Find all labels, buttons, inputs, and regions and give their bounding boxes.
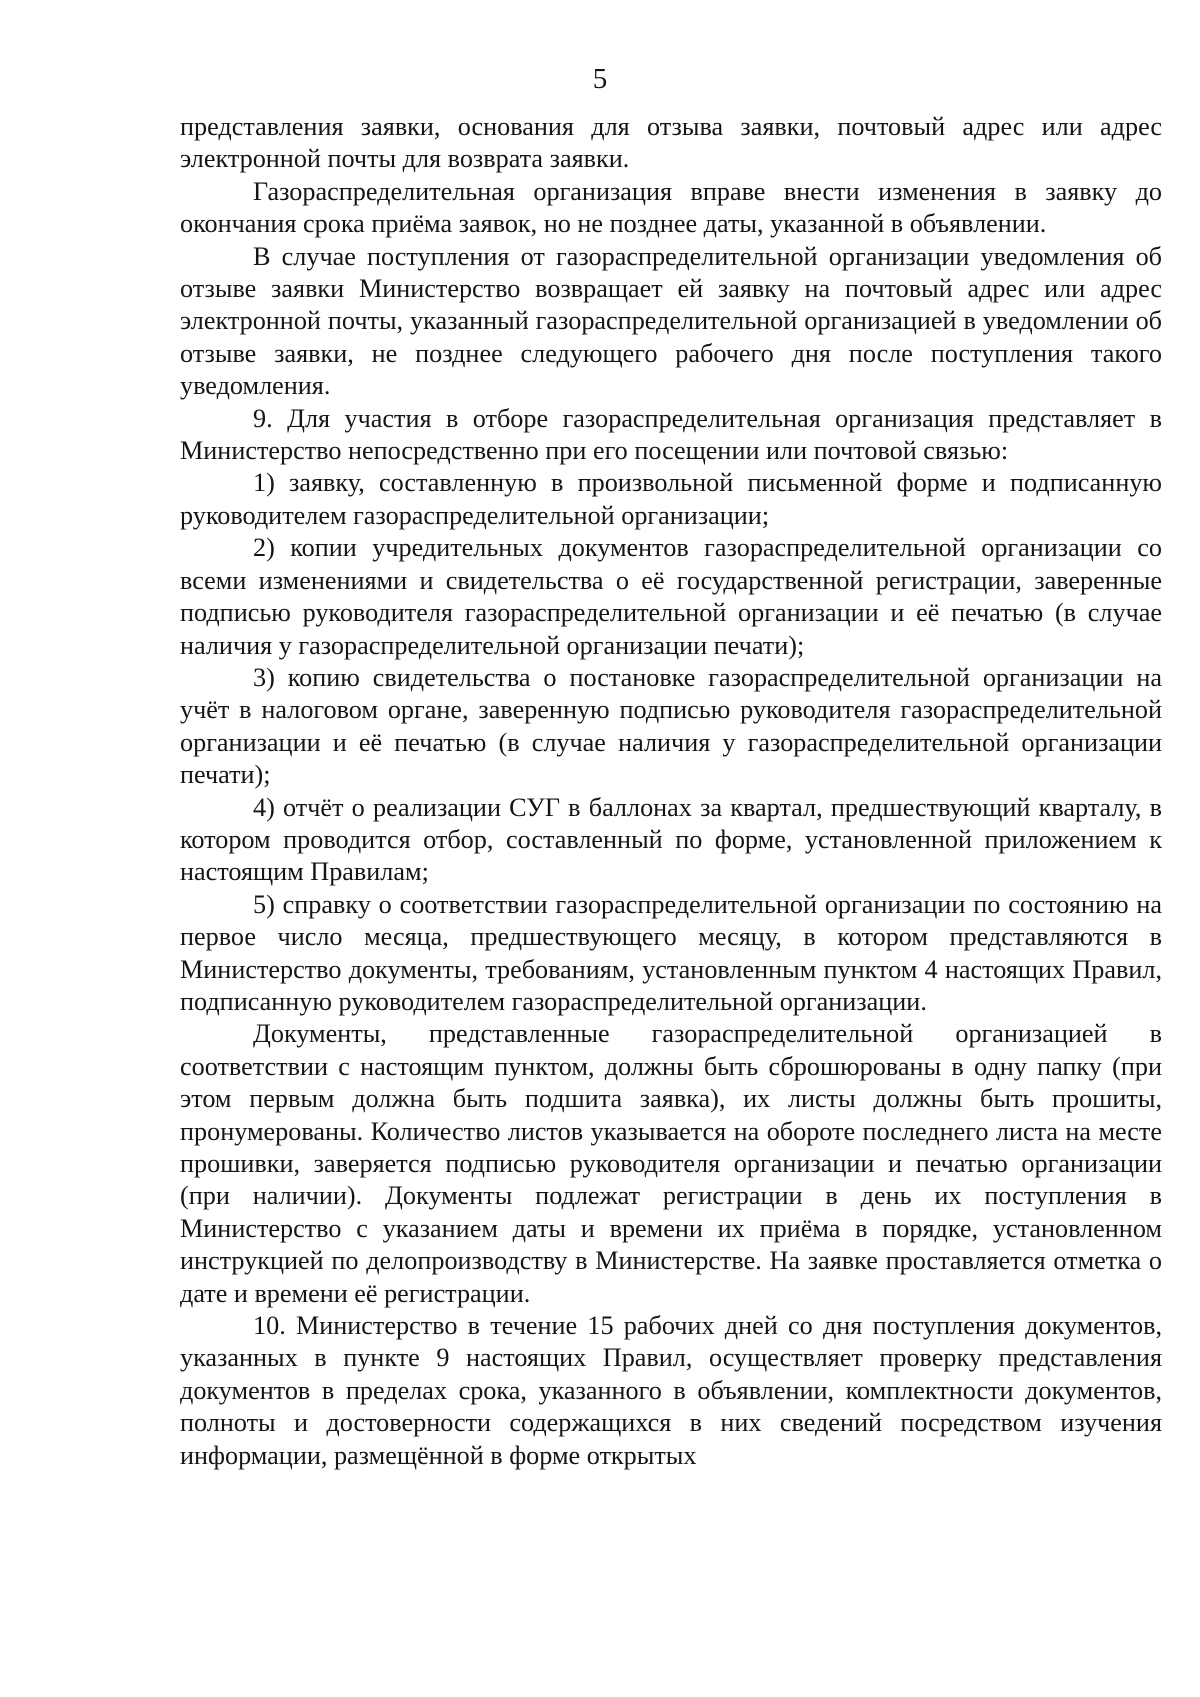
list-item-4: 4) отчёт о реализации СУГ в баллонах за квартал, предшествующий кварталу, в котором проводится отбор, составленный по форме, установленной приложением к настоящим Правилам; — [180, 792, 1162, 887]
list-item-5: 5) справку о соответствии газораспределительной организации по состоянию на первое число месяца, предшествующего месяцу, в котором представляются в Министерство документы, требованиям, установленным пунктом 4 настоящих Правил, подписанную руководителем газораспределительной организации. — [180, 889, 1162, 1016]
list-item-1: 1) заявку, составленную в произвольной письменной форме и подписанную руководителем газораспределительной организации; — [180, 468, 1162, 530]
paragraph-continuation: представления заявки, основания для отзыва заявки, почтовый адрес или адрес электронной почты для возврата заявки. — [180, 112, 1162, 174]
list-item-2: 2) копии учредительных документов газораспределительной организации со всеми изменениями и свидетельства о её государственной регистрации, заверенные подписью руководителя газораспределительной организации и её печатью (в случае наличия у газораспределительной организации печати); — [180, 533, 1162, 660]
page-number: 5 — [592, 63, 608, 95]
paragraph-clause-10: 10. Министерство в течение 15 рабочих дней со дня поступления документов, указанных в пункте 9 настоящих Правил, осуществляет проверку представления документов в пределах срока, указанного в объявлении, комплектности документов, полноты и достоверности содержащихся в них сведений посредством изучения информации, размещённой в форме открытых — [180, 1311, 1162, 1470]
paragraph-documents: Документы, представленные газораспределительной организацией в соответствии с настоящим пунктом, должны быть сброшюрованы в одну папку (при этом первым должна быть подшита заявка), их листы должны быть прошиты, пронумерованы. Количество листов указывается на обороте последнего листа на месте прошивки, заверяется подписью руководителя организации и печатью организации (при наличии). Документы подлежат регистрации в день их поступления в Министерство с указанием даты и времени их приёма в порядке, установленном инструкцией по делопроизводству в Министерстве. На заявке проставляется отметка о дате и времени её регистрации. — [180, 1019, 1162, 1308]
paragraph-clause-9: 9. Для участия в отборе газораспределительная организация представляет в Министерство непосредственно при его посещении или почтовой связью: — [180, 403, 1162, 466]
list-item-3: 3) копию свидетельства о постановке газораспределительной организации на учёт в налоговом органе, заверенную подписью руководителя газораспределительной организации и её печатью (в случае наличия у газораспределительной организации печати); — [180, 662, 1162, 790]
paragraph-amendment: Газораспределительная организация вправе внести изменения в заявку до окончания срока приёма заявок, но не позднее даты, указанной в объявлении. — [180, 176, 1162, 239]
paragraph-withdrawal: В случае поступления от газораспределительной организации уведомления об отзыве заявки Министерство возвращает ей заявку на почтовый адрес или адрес электронной почты, указанный газораспределительной организацией в уведомлении об отзыве заявки, не позднее следующего рабочего дня после поступления такого уведомления. — [180, 241, 1162, 401]
document-body — [180, 111, 1162, 1472]
